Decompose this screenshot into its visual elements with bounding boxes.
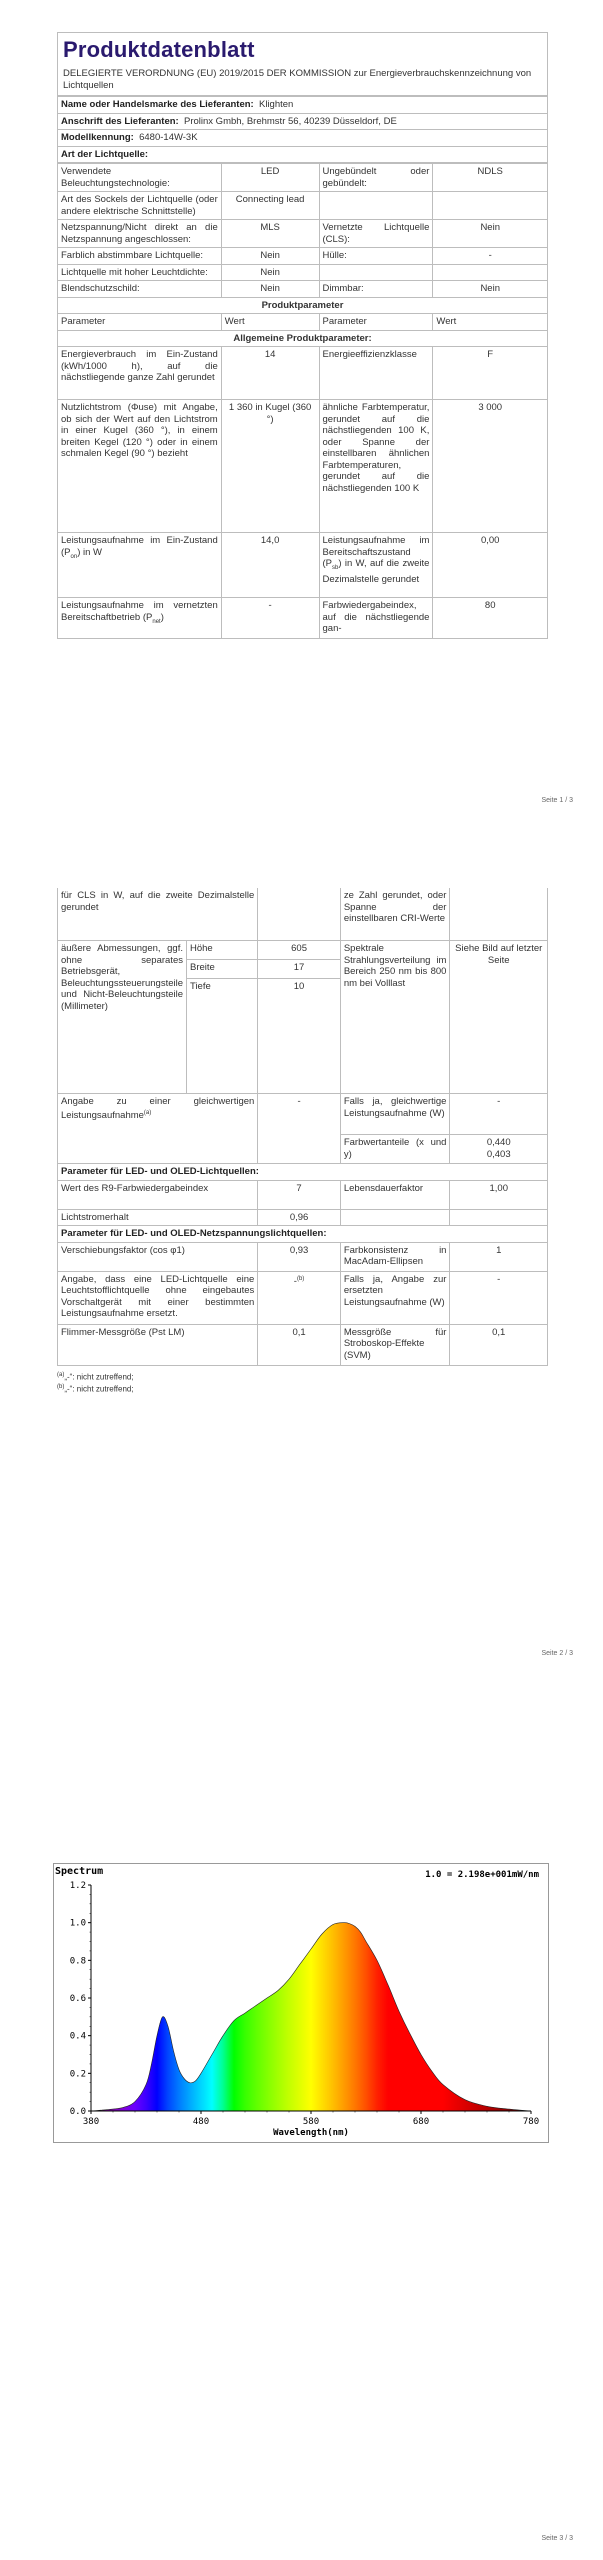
page-3: [0, 1765, 603, 2560]
table-row: Nutzlichtstrom (Φuse) mit Angabe, ob sich der Wert auf den Lichtstrom in einer Kugel (360 °), in einem breiten Kegel (120 °) oder in einem schmalen Kegel (90 °) bezieht 1 360 in Kugel (360 °) ähnliche Farbtemperatur, gerundet auf die nächstliegenden 100 K, oder Spanne der einstellbaren ähnlichen Farbtemperaturen, gerundet auf die nächstliegenden 100 K 3 000: [58, 400, 548, 533]
table-row: Leistungsaufnahme im vernetzten Bereitschaftbetrieb $(P_{net})$ - Farbwiedergabeindex, auf die nächstliegende gan- 80: [58, 598, 548, 639]
x-tick-label: 780: [522, 2117, 540, 2127]
spectrum-svg: [53, 1863, 549, 2143]
column-header-row: Parameter Wert Parameter Wert: [58, 314, 548, 331]
datasheet-body-continued: [57, 888, 548, 1395]
page-2: [0, 880, 603, 1665]
mains-params-header: Parameter für LED- und OLED-Netzspannungslichtquellen:: [58, 1226, 548, 1243]
model-value: 6480-14W-3K: [139, 132, 198, 143]
x-tick-label: 680: [412, 2117, 430, 2127]
light-type-header: Art der Lichtquelle:: [58, 146, 548, 163]
table-row: Wert des R9-Farbwiedergabeindex 7 Lebensdauerfaktor 1,00: [58, 1180, 548, 1209]
y-tick-label: 0.2: [69, 2069, 86, 2080]
dims-label: äußere Abmessungen, ggf. ohne separates Betriebsgerät, Beleuchtungssteuerungsteile und Nicht-Beleuchtungsteile (Millimeter): [58, 941, 187, 1094]
table-row: Leistungsaufnahme im Ein-Zustand $(P_{on})$ in W 14,0 Leistungsaufnahme im Bereitschaftszustand $(P_{sb})$ in W, auf die zweite Dezimalstelle gerundet 0,00: [58, 533, 548, 598]
footnote-a: $^{(a)}$„-“: nicht zutreffend;: [57, 1371, 134, 1382]
table-row: Tiefe 10: [58, 979, 548, 1094]
footnotes: [57, 1370, 548, 1395]
light-type-table: [57, 163, 548, 639]
params-table-continued: [57, 888, 548, 1366]
brand-row: [58, 97, 548, 114]
brand-value: Klighten: [259, 99, 294, 110]
header-box: [57, 32, 548, 96]
address-label: Anschrift des Lieferanten:: [61, 115, 179, 127]
model-label: Modellkennung:: [61, 132, 134, 143]
led-params-header: Parameter für LED- und OLED-Lichtquellen:: [58, 1164, 548, 1181]
brand-label: Name oder Handelsmarke des Lieferanten:: [61, 99, 254, 110]
table-row: äußere Abmessungen, ggf. ohne separates Betriebsgerät, Beleuchtungssteuerungsteile und Nicht-Beleuchtungsteile (Millimeter) Höhe 605 Spektrale Strahlungsverteilung im Bereich 250 nm bis 800 nm bei Volllast Siehe Bild auf letzter Seite: [58, 941, 548, 960]
y-tick-label: 1.2: [69, 1881, 86, 1891]
table-row: für CLS in W, auf die zweite Dezimalstelle gerundet ze Zahl gerundet, oder Spanne der einstellbaren CRI-Werte: [58, 888, 548, 941]
y-tick-label: 0.6: [69, 1994, 86, 2004]
y-tick-label: 0.8: [69, 1956, 86, 1967]
table-row: Verschiebungsfaktor (cos φ1) 0,93 Farbkonsistenz in MacAdam-Ellipsen 1: [58, 1242, 548, 1271]
spectrum-chart: [53, 1863, 549, 2143]
table-row: Farblich abstimmbare Lichtquelle: Nein Hülle: -: [58, 248, 548, 265]
y-tick-label: 0.4: [69, 2031, 86, 2042]
address-value: Prolinx Gmbh, Brehmstr 56, 40239 Düsseldorf, DE: [184, 115, 397, 127]
table-row: Art des Sockels der Lichtquelle (oder andere elektrische Schnittstelle) Connecting lead: [58, 192, 548, 220]
params-header: Produktparameter: [58, 297, 548, 314]
table-row: Netzspannung/Nicht direkt an die Netzspannung angeschlossen: MLS Vernetzte Lichtquelle (CLS): Nein: [58, 220, 548, 248]
table-row: Energieverbrauch im Ein-Zustand (kWh/1000 h), auf die nächstliegende ganze Zahl gerundet 14 Energieeffizienzklasse F: [58, 347, 548, 400]
table-row: Verwendete Beleuchtungstechnologie: LED Ungebündelt oder gebündelt: NDLS: [58, 164, 548, 192]
table-row: Angabe zu einer gleichwertigen Leistungsaufnahme$^{(a)}$ - Falls ja, gleichwertige Leistungsaufnahme (W) -: [58, 1094, 548, 1135]
chart-title: Spectrum: [55, 1866, 104, 1877]
table-row: Lichtquelle mit hoher Leuchtdichte: Nein: [58, 264, 548, 281]
x-axis-label: Wavelength(nm): [273, 2128, 349, 2138]
x-tick-label: 380: [82, 2117, 100, 2127]
general-params-header: Allgemeine Produktparameter:: [58, 330, 548, 347]
footnote-b: $^{(b)}$„-“: nicht zutreffend;: [57, 1384, 134, 1394]
y-tick-label: 1.0: [69, 1918, 86, 1929]
model-row: [58, 130, 548, 147]
table-row: Blendschutzschild: Nein Dimmbar: Nein: [58, 281, 548, 298]
chart-annotation: 1.0 = 2.198e+001mW/nm: [425, 1870, 539, 1880]
address-row: [58, 113, 548, 130]
table-row: Farbwertanteile (x und y) 0,440 0,403: [58, 1135, 548, 1164]
table-row: Lichtstromerhalt 0,96: [58, 1209, 548, 1226]
table-row: Angabe, dass eine LED-Lichtquelle eine Leuchtstofflichtquelle ohne eingebautes Vorschaltgerät mit einer bestimmten Leistungsaufnahme ersetzt. -$^{(b)}$ Falls ja, Angabe zur ersetzten Leistungsaufnahme (W) -: [58, 1271, 548, 1324]
supplier-table: [57, 96, 548, 163]
table-row: Flimmer-Messgröße (Pst LM) 0,1 Messgröße für Stroboskop-Effekte (SVM) 0,1: [58, 1324, 548, 1365]
x-tick-label: 580: [302, 2117, 320, 2127]
page-number: Seite 2 / 3: [541, 1650, 573, 1657]
table-row: Breite 17: [58, 960, 548, 979]
page-1: [0, 0, 603, 815]
datasheet-body: [57, 32, 548, 639]
y-tick-label: 0.0: [69, 2107, 86, 2117]
page-title: Produktdatenblatt: [63, 37, 255, 62]
page-number: Seite 1 / 3: [541, 797, 573, 804]
x-tick-label: 480: [192, 2117, 210, 2127]
page-number: Seite 3 / 3: [541, 2535, 573, 2542]
regulation-text: DELEGIERTE VERORDNUNG (EU) 2019/2015 DER KOMMISSION zur Energieverbrauchskennzeichnung von Lichtquellen: [63, 68, 532, 91]
